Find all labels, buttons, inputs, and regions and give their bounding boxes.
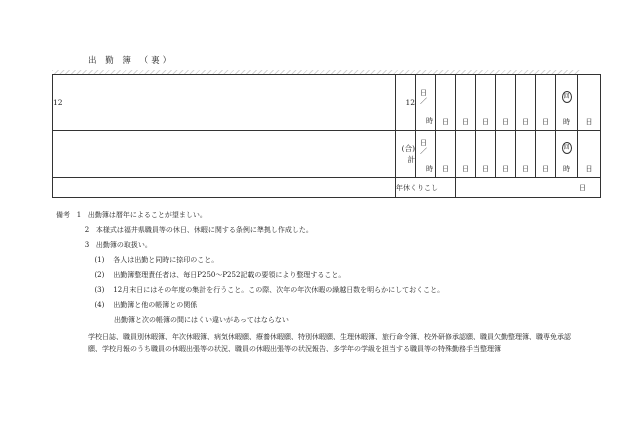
unit-cell: 日 <box>496 131 516 178</box>
note-number: 1 <box>76 211 82 219</box>
total-label-1: (合) <box>401 144 415 153</box>
sub-note-text: 出勤簿整理責任者は、毎日P250～P252記載の要領により整理すること。 <box>113 271 346 279</box>
unit-cell <box>556 75 578 131</box>
note-number: 2 <box>84 226 90 234</box>
slash-char: ／ <box>420 97 427 105</box>
unit-cell: 日 <box>456 75 476 131</box>
relation-line: 出勤簿と次の帳簿の間にはくい違いがあってはならない <box>114 316 289 324</box>
sub-note-number: (1) <box>94 256 105 264</box>
unit-cell: 日 <box>536 131 556 178</box>
sub-note-line <box>56 268 576 283</box>
unit-cell: 日 <box>436 75 456 131</box>
time-char: 時 <box>426 117 433 125</box>
attendance-summary-table <box>52 74 601 198</box>
carryover-unit: 日 <box>456 178 601 198</box>
sub-note-line <box>56 253 576 268</box>
day-char: 日 <box>420 139 427 147</box>
page-title: 出 勤 簿 （裏） <box>88 56 175 66</box>
unit-cell: 日 <box>516 131 536 178</box>
note-line <box>56 238 576 253</box>
row-blank <box>53 131 396 178</box>
sub-note-number: (2) <box>94 271 105 279</box>
row-blank <box>53 178 396 198</box>
row-label: 12 <box>53 75 396 131</box>
note-line <box>56 208 576 223</box>
unit-cell: 日 <box>496 75 516 131</box>
month-label <box>396 131 416 178</box>
unit-cell: 日 <box>578 75 601 131</box>
unit-cell: 日 <box>516 75 536 131</box>
unit-cell: 日 <box>536 75 556 131</box>
unit-cell: 日 <box>578 131 601 178</box>
sub-note-number: (3) <box>94 286 105 294</box>
unit-cell <box>556 131 578 178</box>
notes-section <box>56 208 576 355</box>
unit-cell: 日 <box>436 131 456 178</box>
notes-head: 備考 <box>56 211 70 219</box>
time-char: 時 <box>426 165 433 173</box>
total-label-2: 計 <box>407 155 415 164</box>
note-text: 出勤簿の取扱い。 <box>95 241 152 249</box>
sub-note-number: (4) <box>94 301 105 309</box>
table-row <box>53 178 601 198</box>
table-row <box>53 131 601 178</box>
sub-note-line <box>56 298 576 313</box>
unit-cell: 日 <box>476 75 496 131</box>
sub-note-text: 出勤簿と他の帳簿との関係 <box>113 301 198 309</box>
note-text: 出勤簿は暦年によることが望ましい。 <box>87 211 207 219</box>
unit-cell: 日 <box>456 131 476 178</box>
sub-note-text: 各人は出勤と同時に捺印のこと。 <box>113 256 219 264</box>
unit-time: 時 <box>563 118 570 126</box>
unit-time: 時 <box>563 165 570 173</box>
slash-char: ／ <box>420 147 427 155</box>
note-number: 3 <box>84 241 90 249</box>
related-books-paragraph: 学校日誌、職員別休暇簿、年次休暇簿、病気休暇願、療養休暇願、特別休暇願、生理休暇簿、旅行命令簿、校外研修承認願、職員欠勤整理簿、職専免承認願、学校月報のうち職員の休暇出張等の状況、職員の休暇出張等の状況報告、多学年の学級を担当する職員等の特殊勤務手当整理簿 <box>88 333 571 353</box>
sub-note-line <box>56 283 576 298</box>
sub-note-text: 12月末日にはその年度の集計を行うこと。この際、次年の年次休暇の繰越日数を明らかにしておくこと。 <box>113 286 445 294</box>
day-time-header <box>416 75 436 131</box>
note-line <box>56 223 576 238</box>
note-text: 本様式は福井県職員等の休日、休暇に関する条例に準拠し作成した。 <box>95 226 313 234</box>
circle-mark: 回 <box>562 142 572 154</box>
circle-mark: 回 <box>562 91 572 103</box>
carryover-label: 年休くりこし <box>396 178 456 198</box>
unit-cell: 日 <box>476 131 496 178</box>
month-label: 12 <box>396 75 416 131</box>
table-row <box>53 75 601 131</box>
day-time-header <box>416 131 436 178</box>
day-char: 日 <box>420 89 427 97</box>
